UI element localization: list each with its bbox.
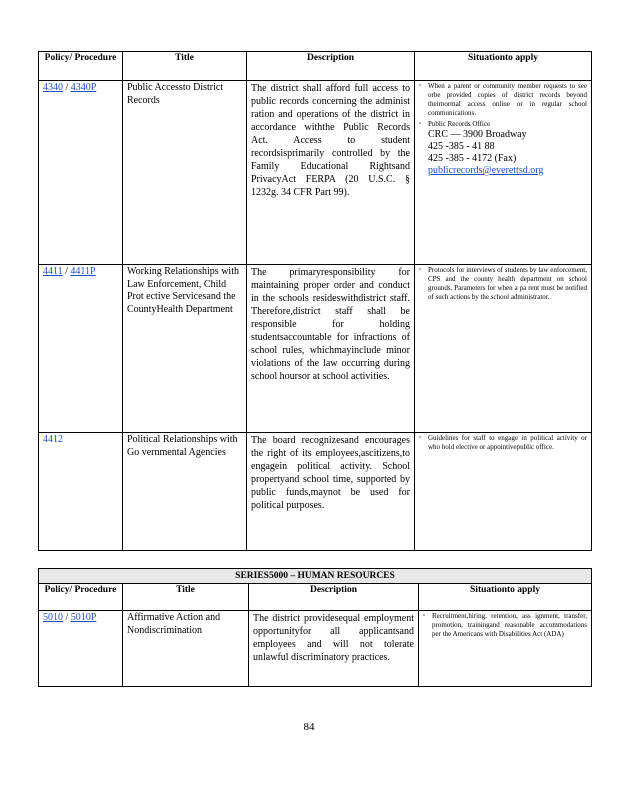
office-phone: 425 -385 - 41 88 [428, 141, 495, 152]
table-row [39, 433, 592, 551]
policy-number: 4412 [43, 434, 63, 445]
header-situation: Situationto apply [415, 52, 592, 81]
situation-cell [415, 81, 592, 265]
policy-table [38, 51, 592, 551]
header-situation: Situationto apply [419, 584, 592, 611]
description-cell: The board recognizesand encourages the right of its employees,ascitizens,to engagein political activity. School propertyand school time, supported by public funds,maynot be used for political purposes. [247, 433, 415, 551]
table-header-row [39, 52, 592, 81]
policy-cell [39, 81, 123, 265]
description-cell: The primaryresponsibility for maintaining proper order and conduct in the schools resideswithdistrict staff. Therefore,district staff shall be responsible for holding studentsaccountable for infractions of school rules, whichmayinclude minor violations of the law occurring during school hoursor at school activities. [247, 265, 415, 433]
header-description: Description [247, 52, 415, 81]
situation-item [423, 612, 587, 639]
series-header-row [39, 569, 592, 584]
office-contact [428, 129, 587, 177]
table-header-row [39, 584, 592, 611]
header-title: Title [123, 52, 247, 81]
page-number: 84 [303, 721, 315, 733]
situation-text: Recruitment,hiring, retention, ass ignment, transfer, promotion, trainingand reasonable accommodations per the Americans with Disabilities Act (ADA) [432, 612, 587, 638]
title-cell: Working Relationships with Law Enforcement, Child Prot ective Servicesand the CountyHealth Department [123, 265, 247, 433]
office-email-link[interactable]: publicrecords@everettsd.org [428, 165, 544, 176]
policy-link[interactable]: 4340 [43, 82, 63, 93]
table-row [39, 265, 592, 433]
policy-link[interactable]: 5010 [43, 612, 63, 623]
bullet-icon: ▫ [419, 121, 422, 127]
situation-item [419, 434, 587, 452]
policy-cell [39, 611, 123, 687]
series-title: SERIES5000 – HUMAN RESOURCES [39, 569, 592, 584]
situation-item [419, 266, 587, 302]
situation-cell [415, 433, 592, 551]
description-cell: The district shall afford full access to public records concerning the administ ration and operations of the district in accordance withthe Public Records Act. Access to student recordsisprimarily controlled by the Family Educational Rightsand PrivacyAct FERPA (20 U.S.C. § 1232g. 34 CFR Part 99). [247, 81, 415, 265]
situation-text: Protocols for interviews of students by law enforcement, CPS and the county health department on school grounds. Parameters for when a pa rent must be notified of such actions by the school administrator. [428, 266, 587, 301]
policy-cell [39, 265, 123, 433]
situation-item [419, 82, 587, 118]
hr-policy-table [38, 568, 592, 687]
situation-cell [419, 611, 592, 687]
policy-separator: / [63, 82, 71, 93]
title-cell: Affirmative Action and Nondiscrimination [123, 611, 249, 687]
situation-item [419, 120, 587, 177]
bullet-icon: ▫ [419, 83, 422, 89]
office-fax: 425 -385 - 4172 (Fax) [428, 153, 517, 164]
procedure-link[interactable]: 5010P [70, 612, 97, 623]
policy-separator: / [62, 266, 71, 277]
description-cell: The district providesequal employment opportunityfor all applicantsand employees and will not tolerate unlawful discriminatory practices. [249, 611, 419, 687]
header-description: Description [249, 584, 419, 611]
table-row [39, 81, 592, 265]
policy-separator: / [63, 612, 71, 623]
situation-text: Public Records Office [428, 120, 491, 128]
bullet-icon: ▫ [423, 613, 426, 619]
header-policy: Policy/ Procedure [39, 584, 123, 611]
situation-text: Guidelines for staff to engage in political activity or who hold elective or appointivepublic office. [428, 434, 587, 451]
title-cell: Public Accessto District Records [123, 81, 247, 265]
situation-cell [415, 265, 592, 433]
policy-cell [39, 433, 123, 551]
bullet-icon: ▫ [419, 267, 422, 273]
procedure-link[interactable]: 4340P [70, 82, 97, 93]
header-title: Title [123, 584, 249, 611]
procedure-link[interactable]: 4411P [70, 266, 96, 277]
policy-link[interactable]: 4411 [43, 266, 63, 277]
table-row [39, 611, 592, 687]
bullet-icon: ▫ [419, 435, 422, 441]
header-policy: Policy/ Procedure [39, 52, 123, 81]
office-address: CRC — 3900 Broadway [428, 129, 527, 140]
title-cell: Political Relationships with Go vernmental Agencies [123, 433, 247, 551]
situation-text: When a parent or community member requests to see orbe provided copies of district records beyond theirnormal access online or in regular school communications. [428, 82, 587, 117]
